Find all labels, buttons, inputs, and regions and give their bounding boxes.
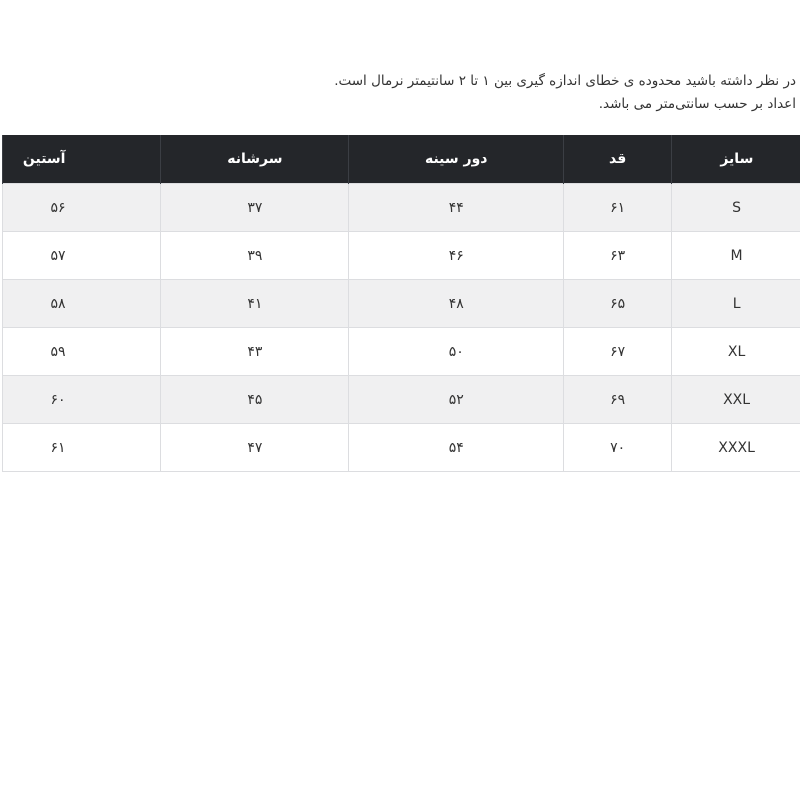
cell-height: ۶۹: [564, 376, 672, 424]
cell-chest: ۴۶: [349, 232, 564, 280]
cell-chest: ۵۰: [349, 328, 564, 376]
cell-sleeve: ۵۶: [3, 184, 161, 232]
measurement-error-note: در نظر داشته باشید محدوده ی خطای اندازه گیری بین ۱ تا ۲ سانتیمتر نرمال است.: [334, 73, 796, 89]
table-header-row: [3, 135, 800, 184]
header-size: سایز: [672, 135, 800, 184]
cell-height: ۷۰: [564, 424, 672, 472]
table-row: [3, 328, 800, 376]
header-height: قد: [564, 135, 672, 184]
cell-size: S: [672, 184, 800, 232]
cell-sleeve: ۵۹: [3, 328, 161, 376]
cell-sleeve: ۵۸: [3, 280, 161, 328]
cell-chest: ۵۲: [349, 376, 564, 424]
cell-shoulder: ۴۱: [161, 280, 349, 328]
cell-chest: ۴۴: [349, 184, 564, 232]
header-sleeve: آستین: [3, 135, 161, 184]
cell-size: L: [672, 280, 800, 328]
cell-size: XXXL: [672, 424, 800, 472]
cell-shoulder: ۳۹: [161, 232, 349, 280]
cell-size: XXL: [672, 376, 800, 424]
units-note: اعداد بر حسب سانتی‌متر می باشد.: [598, 96, 796, 112]
cell-sleeve: ۶۱: [3, 424, 161, 472]
cell-chest: ۵۴: [349, 424, 564, 472]
cell-height: ۶۷: [564, 328, 672, 376]
cell-size: XL: [672, 328, 800, 376]
cell-size: M: [672, 232, 800, 280]
cell-chest: ۴۸: [349, 280, 564, 328]
size-table: [2, 135, 800, 472]
table-row: [3, 280, 800, 328]
table-row: [3, 184, 800, 232]
header-shoulder: سرشانه: [161, 135, 349, 184]
header-chest: دور سینه: [349, 135, 564, 184]
table-row: [3, 232, 800, 280]
cell-height: ۶۱: [564, 184, 672, 232]
table-row: [3, 424, 800, 472]
cell-shoulder: ۳۷: [161, 184, 349, 232]
cell-sleeve: ۵۷: [3, 232, 161, 280]
cell-shoulder: ۴۵: [161, 376, 349, 424]
cell-sleeve: ۶۰: [3, 376, 161, 424]
table-row: [3, 376, 800, 424]
cell-shoulder: ۴۳: [161, 328, 349, 376]
size-guide-notes: [16, 70, 796, 116]
cell-height: ۶۳: [564, 232, 672, 280]
cell-height: ۶۵: [564, 280, 672, 328]
cell-shoulder: ۴۷: [161, 424, 349, 472]
